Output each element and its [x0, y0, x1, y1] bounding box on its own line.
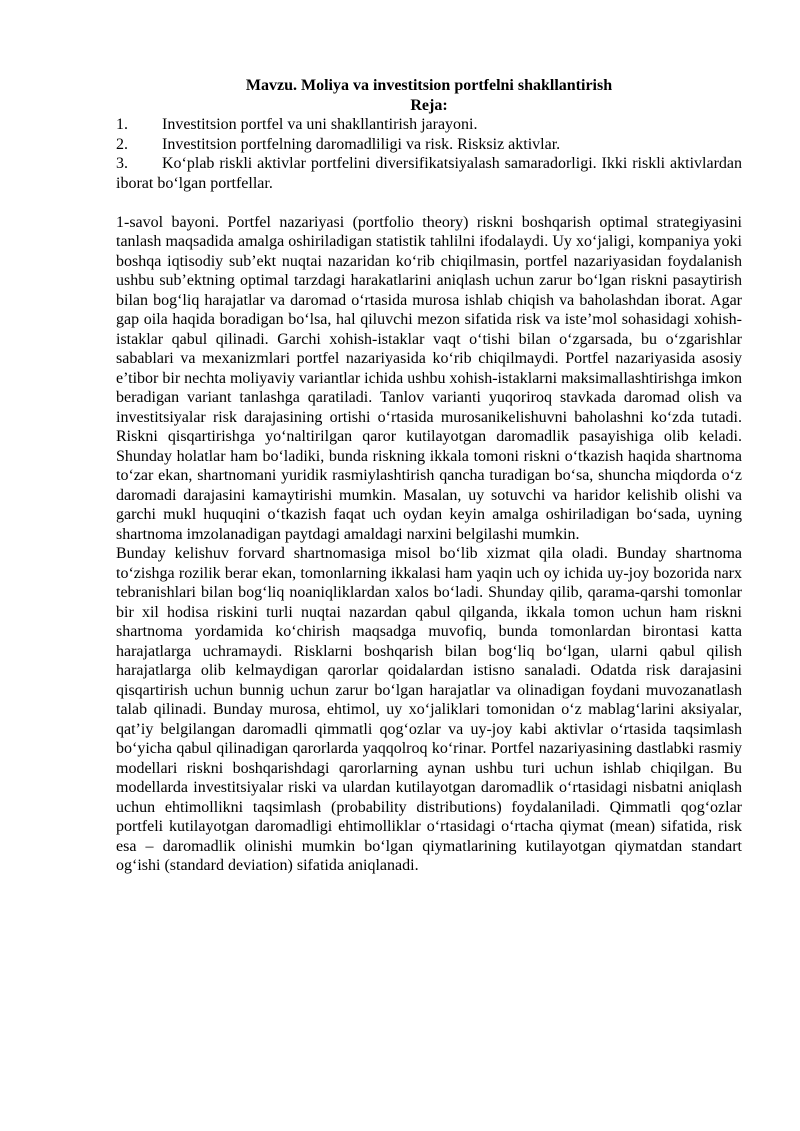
document-page: [116, 76, 742, 876]
plan-item-number: 1.: [116, 116, 128, 133]
plan-item-text: Investitsion portfelning daromadliligi va risk. Risksiz aktivlar.: [162, 135, 561, 153]
section-spacer: [116, 193, 742, 213]
plan-item: [116, 154, 742, 193]
plan-list: [116, 115, 742, 193]
plan-item: [116, 135, 742, 155]
document-title: Mavzu. Moliya va investitsion portfelni shakllantirish: [245, 77, 613, 94]
plan-item-number: 3.: [116, 155, 128, 172]
plan-item: [116, 115, 742, 135]
plan-item-text: Investitsion portfel va uni shakllantirish jarayoni.: [162, 116, 478, 133]
plan-heading: Reja:: [410, 96, 448, 114]
plan-item-text: Ko‘plab riskli aktivlar portfelini diversifikatsiyalash samaradorligi. Ikki riskli aktivlardan iborat bo‘lgan portfellar.: [116, 155, 742, 192]
body-paragraph: 1-savol bayoni. Portfel nazariyasi (portfolio theory) riskni boshqarish optimal strategiyasini tanlash maqsadida amalga oshiriladigan statistik tahlilni ifodalaydi. Uy xo‘jaligi, kompaniya yoki boshqa iqtisodiy sub’ekt nuqtai nazaridan ko‘rib chiqilmasin, portfel nazariyasidan foydalanish ushbu sub’ektning optimal tarzdagi harakatlarini aniqlash uchun zarur bo‘lgan riskni pasaytirish bilan bog‘liq harajatlar va daromad o‘rtasida murosa ishlab chiqish va baholashdan iborat. Agar gap oila haqida boradigan bo‘lsa, hal qiluvchi mezon sifatida risk va iste’mol sohasidagi xohish-istaklar qabul qilinadi. Garchi xohish-istaklar vaqt o‘tishi bilan o‘zgarsada, bu o‘zgarishlar sabablari va mexanizmlari portfel nazariyasida ko‘rib chiqilmaydi. Portfel nazariyasida asosiy e’tibor bir nechta moliyaviy variantlar ichida ushbu xohish-istaklarni maksimallashtirishga imkon beradigan variant tanlashga qaratiladi. Tanlov varianti yuqoriroq stavkada daromad olish va investitsiyalar risk darajasining ortishi o‘rtasida murosanikelishuvni baholashni ko‘zda tutadi. Riskni qisqartirishga yo‘naltirilgan qaror kutilayotgan daromadlik pasayishiga olib keladi. Shunday holatlar ham bo‘ladiki, bunda riskning ikkala tomoni riskni o‘tkazish haqida shartnoma to‘zar ekan, shartnomani yuridik rasmiylashtirish qancha turadigan bo‘sa, shuncha miqdorda o‘z daromadi darajasini kamaytirishi mumkin. Masalan, uy sotuvchi va haridor kelishib olishi va garchi mukl huquqini o‘tkazish faqat uch oydan keyin amalga oshiriladigan bo‘sada, uyning shartnoma imzolanadigan paytdagi amaldagi narxini belgilashi mumkin.: [116, 213, 742, 543]
body-paragraph: Bunday kelishuv forvard shartnomasiga misol bo‘lib xizmat qila oladi. Bunday shartnoma to‘zishga rozilik berar ekan, tomonlarning ikkalasi ham yaqin uch oy ichida uy-joy bozorida narx tebranishlari bilan bog‘liq noaniqliklardan xalos bo‘ladi. Shunday qilib, qarama-qarshi tomonlar bir xil hodisa riskini turli nuqtai nazardan qabul qilganda, ikkala tomon uchun ham riskni shartnoma yordamida ko‘chirish maqsadga muvofiq, bunda tomonlardan birontasi katta harajatlarga uchramaydi. Risklarni boshqarish bilan bog‘liq bo‘lgan, ularni qabul qilish harajatlarga olib kelmaydigan qarorlar qoidalardan istisno sanaladi. Odatda risk darajasini qisqartirish uchun bunnig uchun zarur bo‘lgan harajatlar va olinadigan foydani muvozanatlash talab qilinadi. Bunday murosa, ehtimol, uy xo‘jaliklari tomonidan o‘z mablag‘larini aksiyalar, qat’iy belgilangan daromadli qimmatli qog‘ozlar va uy-joy kabi aktivlar o‘rtasida taqsimlash bo‘yicha qabul qilinadigan qarorlarda yaqqolroq ko‘rinar. Portfel nazariyasining dastlabki rasmiy modellari riskni boshqarishdagi qarorlarning aynan ushbu turi uchun ishlab chiqilgan. Bu modellarda investitsiyalar riski va ulardan kutilayotgan daromadlik o‘rtasidagi nisbatni aniqlash uchun ehtimollikni taqsimlash (probability distributions) foydalaniladi. Qimmatli qog‘ozlar portfeli kutilayotgan daromadligi ehtimolliklar o‘rtasidagi o‘rtacha qiymat (mean) sifatida, risk esa – daromadlik olinishi mumkin bo‘lgan qiymatlarining kutilayotgan qiymatdan standart og‘ishi (standard deviation) sifatida aniqlanadi.: [116, 545, 742, 874]
plan-item-number: 2.: [116, 135, 128, 153]
